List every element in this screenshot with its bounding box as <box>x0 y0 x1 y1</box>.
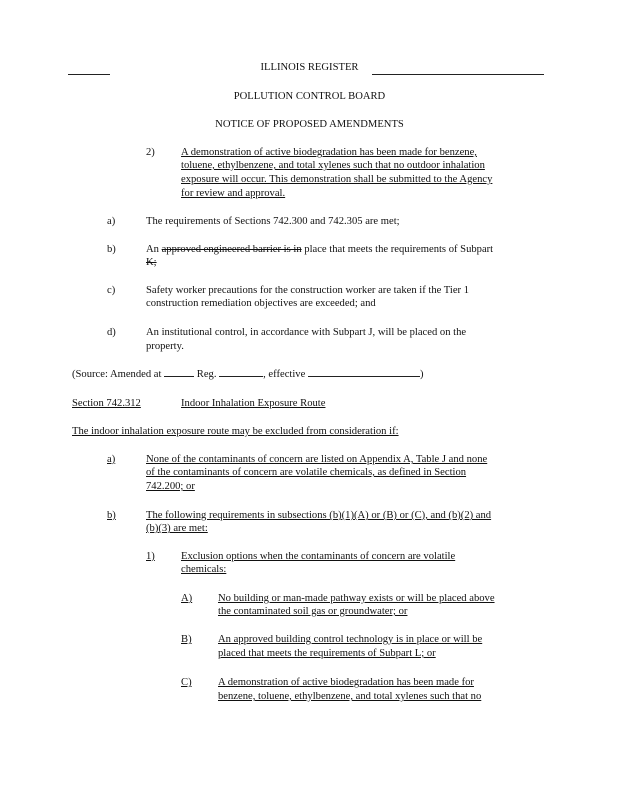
item-2-line-2: toluene, ethylbenzene, and total xylenes such that no outdoor inhalation <box>181 160 485 171</box>
item-a-marker: a) <box>107 216 116 227</box>
sub-b1-marker: 1) <box>146 551 155 562</box>
sub-b-marker: b) <box>107 510 116 521</box>
item-2-line-1: A demonstration of active biodegradation has been made for benzene, <box>181 147 477 158</box>
item-d-marker: d) <box>107 327 116 338</box>
sub-B-marker: B) <box>181 634 192 645</box>
sub-b1-line-2: chemicals: <box>181 564 227 575</box>
sub-a-line-1: None of the contaminants of concern are listed on Appendix A, Table J and none <box>146 454 488 465</box>
source-effective: , effective <box>263 369 306 380</box>
item-a-line-1: The requirements of Sections 742.300 and 742.305 are met; <box>146 216 400 227</box>
source-reg: Reg. <box>196 369 217 380</box>
sub-a-marker: a) <box>107 454 116 465</box>
sub-b-line-1: The following requirements in subsections (b)(1)(A) or (B) or (C), and (b)(2) and <box>146 510 492 521</box>
source-blank-2 <box>219 376 263 377</box>
sub-a-line-2: of the contaminants of concern are volatile chemicals, as defined in Section <box>146 467 467 478</box>
item-b-struck-text: approved engineered barrier is in <box>161 244 302 255</box>
item-2-line-3: exposure will occur. This demonstration shall be submitted to the Agency <box>181 174 493 185</box>
item-d-line-1: An institutional control, in accordance with Subpart J, will be placed on the <box>146 327 467 338</box>
item-c-line-2: construction remediation objectives are exceeded; and <box>146 298 376 309</box>
source-line <box>72 368 423 381</box>
item-c-line-1: Safety worker precautions for the construction worker are taken if the Tier 1 <box>146 285 470 296</box>
sub-C-line-2: benzene, toluene, ethylbenzene, and total xylenes such that no <box>218 691 482 702</box>
source-blank-1 <box>164 376 194 377</box>
register-title: ILLINOIS REGISTER <box>260 62 359 73</box>
sub-B-line-2: placed that meets the requirements of Subpart L; or <box>218 648 436 659</box>
section-intro: The indoor inhalation exposure route may be excluded from consideration if: <box>72 426 399 437</box>
sub-B-line-1: An approved building control technology is in place or will be <box>218 634 483 645</box>
item-2-marker: 2) <box>146 147 155 158</box>
sub-A-line-2: the contaminated soil gas or groundwater; or <box>218 606 408 617</box>
section-number: Section 742.312 <box>72 398 141 409</box>
source-prefix: (Source: Amended at <box>72 369 162 380</box>
item-b-pre: An <box>146 244 162 255</box>
board-title: POLLUTION CONTROL BOARD <box>233 91 386 102</box>
source-blank-3 <box>308 376 420 377</box>
sub-a-line-3: 742.200; or <box>146 481 195 492</box>
item-2-line-4: for review and approval. <box>181 188 286 199</box>
section-title: Indoor Inhalation Exposure Route <box>181 398 326 409</box>
item-b-marker: b) <box>107 244 116 255</box>
source-close: ) <box>419 369 424 380</box>
header-rule-left <box>68 74 110 75</box>
item-b-line-2: K; <box>146 257 157 268</box>
header-rule-right <box>372 74 544 75</box>
sub-C-line-1: A demonstration of active biodegradation has been made for <box>218 677 474 688</box>
item-c-marker: c) <box>107 285 116 296</box>
sub-b-line-2: (b)(3) are met: <box>146 523 208 534</box>
item-d-line-2: property. <box>146 341 184 352</box>
notice-title: NOTICE OF PROPOSED AMENDMENTS <box>215 119 404 130</box>
sub-b1-line-1: Exclusion options when the contaminants of concern are volatile <box>181 551 456 562</box>
item-b-line-1 <box>146 243 493 256</box>
sub-A-line-1: No building or man-made pathway exists or will be placed above <box>218 593 495 604</box>
sub-C-marker: C) <box>181 677 192 688</box>
sub-A-marker: A) <box>181 593 193 604</box>
item-b-rest: place that meets the requirements of Subpart <box>301 244 494 255</box>
